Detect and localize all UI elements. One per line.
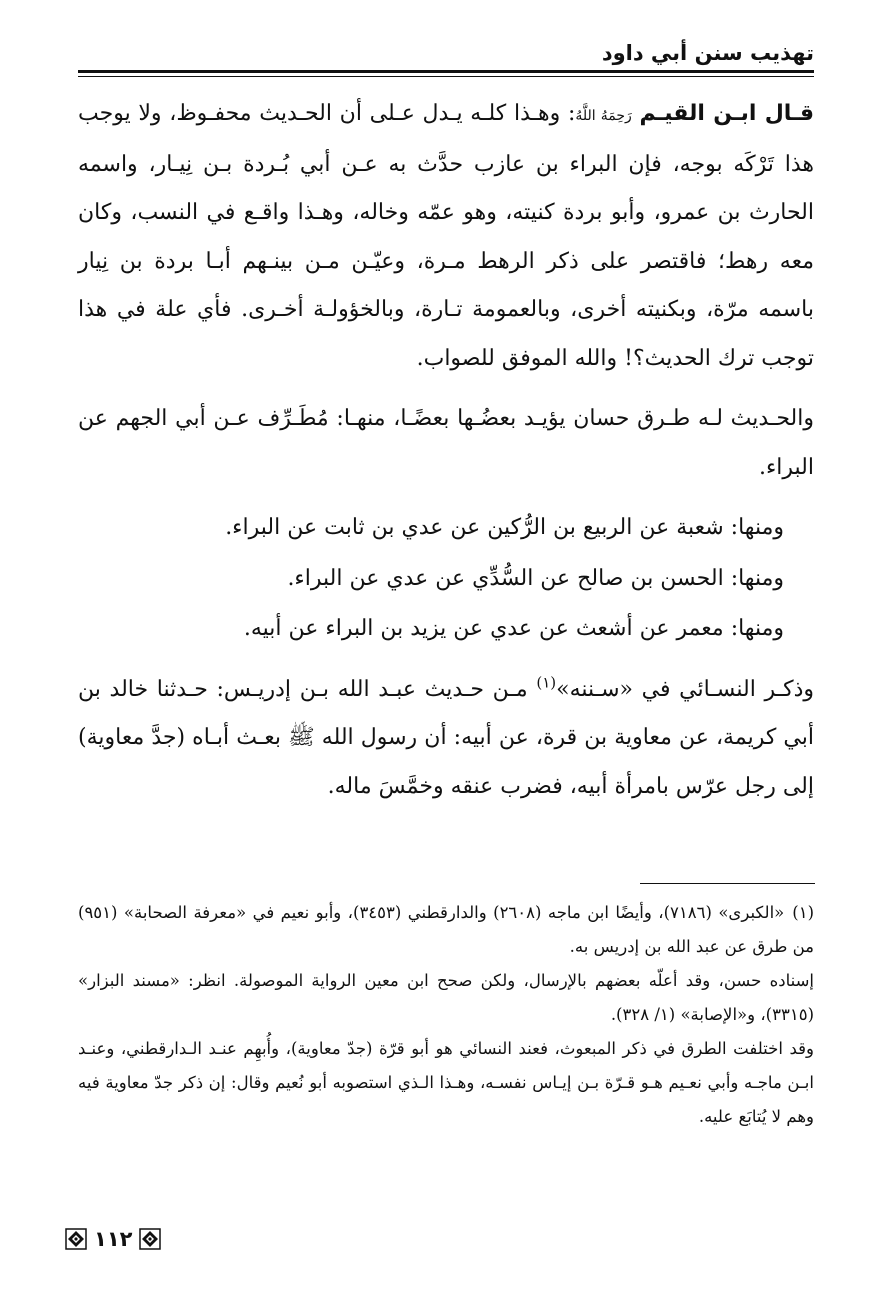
honorific-glyph: رَحِمَهُ اللَّهُ bbox=[575, 108, 632, 124]
running-head: تهذيب سنن أبي داود bbox=[601, 41, 814, 65]
footnote-separator bbox=[640, 883, 815, 884]
footnote-text: «الكبرى» (٧١٨٦)، وأيضًا ابن ماجه (٢٦٠٨) والدارقطني (٣٤٥٣)، وأبو نعيم في «معرفة الصحابة» (٩٥١) من طرق عن عبد الله بن إدريس به. bbox=[78, 903, 814, 956]
page-number bbox=[62, 1224, 164, 1254]
ornament-right-icon bbox=[139, 1228, 161, 1250]
footnote-reference[interactable]: (١) bbox=[536, 673, 557, 692]
paragraph-text-start: وذكـر النسـائي في «سـننه» bbox=[556, 676, 815, 702]
footnotes bbox=[78, 896, 814, 1134]
route-hasan: ومنها: الحسن بن صالح عن السُّدِّي عن عدي عن البراء. bbox=[287, 565, 784, 591]
paragraph-nasai bbox=[78, 666, 814, 812]
header-rule-thin bbox=[78, 76, 814, 77]
paragraph-hadith-routes: والحـديث لـه طـرق حسان يؤيـد بعضُـها بعضًـا، منهـا: مُطَـرِّف عـن أبي الجهم عن البراء. bbox=[78, 406, 814, 480]
speaker-name: قـال ابـن القيـم bbox=[639, 101, 814, 126]
paragraph-text-end: مـن حـديث عبـد الله بـن إدريـس: حـدثنا خالد بن أبي كريمة، عن معاوية بن قرة، عن أبيه: أن رسول الله ﷺ بعـث أبـاه (جدَّ معاوية) إلى رجل عرّس بامرأة أبيه، فضرب عنقه وخمَّسَ ماله. bbox=[78, 676, 814, 799]
page-number-text: ١١٢ bbox=[94, 1227, 133, 1251]
footnote-variants: وقد اختلفت الطرق في ذكر المبعوث، فعند النسائي هو أبو قرّة (جدّ معاوية)، وأُبهِم عنـد الـدارقطني، وعنـد ابـن ماجـه وأبي نعـيم هـو قـرّة بـن إيـاس نفسـه، وهـذا الـذي استصوبه أبو نُعيم وقال: إن ذكر جدّ معاوية فيه وهم لا يُتابَع عليه. bbox=[78, 1039, 814, 1126]
ornament-left-icon bbox=[65, 1228, 87, 1250]
paragraph-text: : وهـذا كلـه يـدل عـلى أن الحـديث محفـوظ، ولا يوجب هذا تَرْكَه بوجه، فإن البراء بن عازب حدَّث به عـن أبي بُـردة بـن نِيـار، واسمه الحارث بن عمرو، وأبو بردة كنيته، وهو عمّه وخاله، وهـذا واقـع في النسب، وكان معه رهط؛ فاقتصر على ذكر الرهط مـرة، وعيّـن مـن بينـهم أبـا بردة بن نِيار باسمه مرّة، وبكنيته أخرى، وبالعمومة تـارة، وبالخؤولـة أخـرى. فأي علة في هذا توجب ترك الحديث؟! والله الموفق للصواب. bbox=[78, 101, 814, 371]
footnote-number: (١) bbox=[792, 903, 815, 922]
route-mamar: ومنها: معمر عن أشعث عن عدي عن يزيد بن البراء عن أبيه. bbox=[243, 616, 784, 641]
footnote-isnad: إسناده حسن، وقد أعلّه بعضهم بالإرسال، ولكن صحح ابن معين الرواية الموصولة. انظر: «مسند البزار» (٣٣١٥)، و«الإصابة» (١/ ٣٢٨). bbox=[78, 971, 814, 1024]
main-text bbox=[78, 90, 814, 823]
header-rule-thick bbox=[78, 70, 814, 73]
route-shuba: ومنها: شعبة عن الربيع بن الرُّكين عن عدي بن ثابت عن البراء. bbox=[225, 515, 784, 540]
footnote-1 bbox=[78, 896, 814, 964]
paragraph-ibn-alqayyim bbox=[78, 90, 814, 383]
